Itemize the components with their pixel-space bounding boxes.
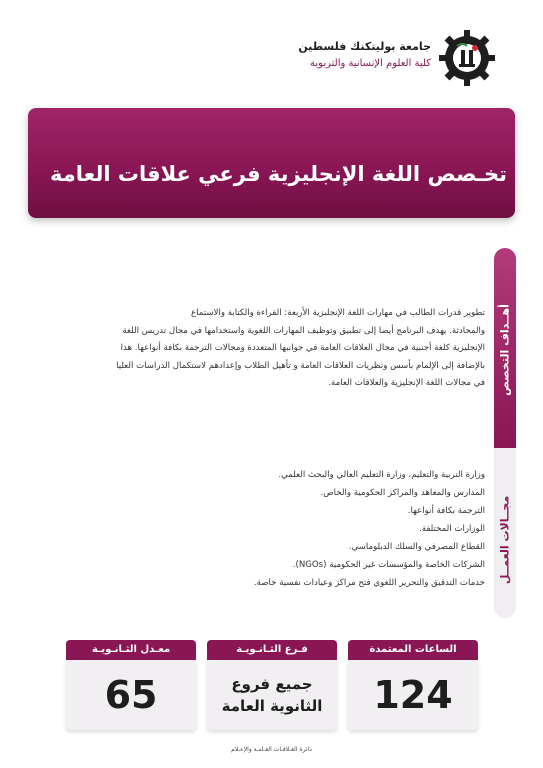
university-name: جامعة بوليتكنك فلسطين xyxy=(298,40,431,53)
branch-value-line1: جميع فروع xyxy=(231,675,313,693)
credit-hours-card xyxy=(348,640,478,730)
credit-hours-value: 124 xyxy=(373,673,453,717)
average-card xyxy=(66,640,196,730)
average-value: 65 xyxy=(104,673,158,717)
college-name: كلية العلوم الإنسانية والتربوية xyxy=(310,58,431,69)
list-item: الوزارات المختلفة. xyxy=(419,524,485,534)
goals-line: في مجالات اللغة الإنجليزية والعلاقات العامة. xyxy=(328,378,485,388)
branch-label: فـرع الثـانـويـة xyxy=(207,640,337,660)
university-logo-icon xyxy=(439,30,495,86)
credit-hours-label: الساعات المعتمدة xyxy=(348,640,478,660)
goals-line: بالإضافة إلى الإلمام بأسس ونظريات العلاقات العامة و تأهيل الطلاب وإعدادهم لاستكمال الدراسات العليا xyxy=(116,360,485,371)
list-item: وزارة التربية والتعليم، وزارة التعليم العالي والبحث العلمي. xyxy=(278,470,485,480)
list-item: الترجمة بكافة أنواعها. xyxy=(407,506,485,516)
page-title: تخـصص اللغة الإنجليزية فرعي علاقات العامة xyxy=(49,162,507,186)
list-item: المدارس والمعاهد والمراكز الحكومية والخاص. xyxy=(320,488,485,498)
goals-line: الإنجليزية كلغة أجنبية في مجال العلاقات العامة في جوانبها المتعددة ومجالات الترجمة بكافة أنواعها. هذا xyxy=(120,343,485,353)
list-item: القطاع المصرفي والسلك الدبلوماسي. xyxy=(348,542,485,552)
branch-card xyxy=(207,640,337,730)
goals-section xyxy=(45,305,485,393)
fields-tab-label: مجــالات العمــل xyxy=(498,495,512,585)
goals-tab-label: أهــداف التخصص xyxy=(498,304,512,396)
average-label: معـدل الثـانـويـة xyxy=(66,640,196,660)
footer-text: دائرة العـلاقـات العـامـة والإعـلام xyxy=(231,746,312,753)
goals-line: تطوير قدرات الطالب في مهارات اللغة الإنجليزية الأربعة: القراءة والكتابة والاستماع xyxy=(191,308,485,318)
list-item: الشركات الخاصة والمؤسسات غير الحكومية (NGOs). xyxy=(292,560,485,570)
branch-value-line2: الثانوية العامة xyxy=(221,697,323,715)
goals-line: والمحادثة. يهدف البرنامج أيضا إلى تطبيق وتوظيف المهارات اللغوية واستخدامها في مجال تدريس اللغة xyxy=(122,325,485,336)
list-item: خدمات التدقيق والتحرير اللغوي فتح مراكز وعيادات نفسية خاصة. xyxy=(253,578,485,588)
fields-section xyxy=(45,466,485,592)
